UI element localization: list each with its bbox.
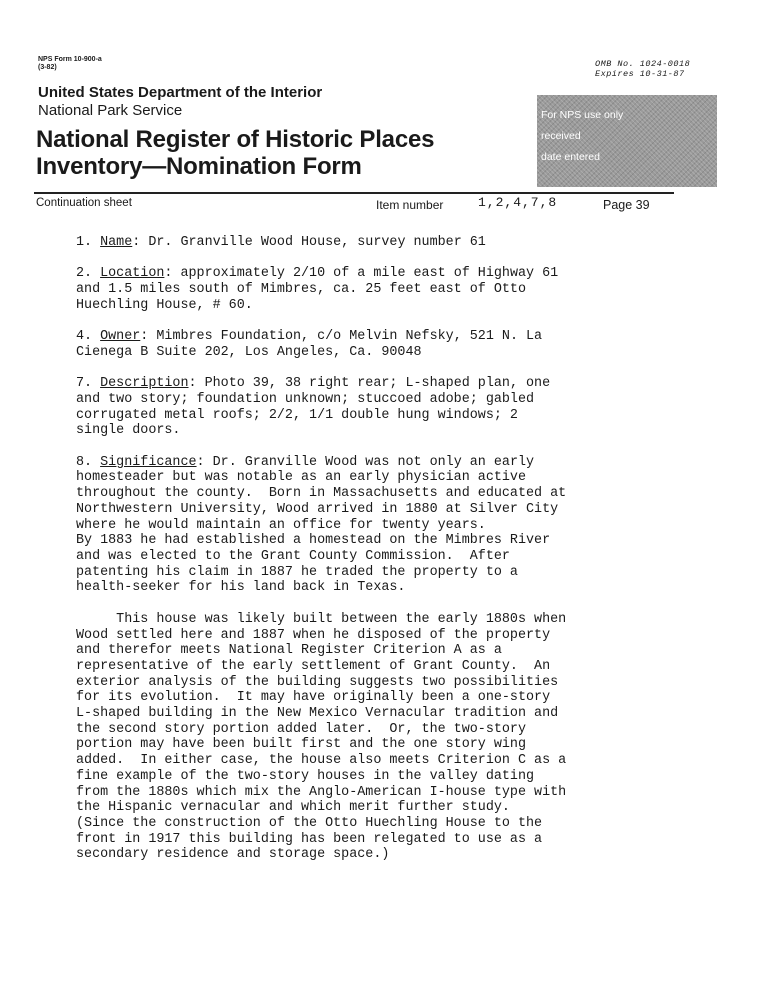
continuation-sheet-label: Continuation sheet bbox=[36, 197, 132, 209]
section-name bbox=[76, 235, 636, 251]
section-number: 7. bbox=[76, 376, 101, 392]
section-text: : approximately 2/10 of a mile east of Highway 61 and 1.5 miles south of Mimbres, ca. 25 feet east of Otto Huechling House, # 60. bbox=[76, 266, 559, 313]
omb-number bbox=[595, 59, 690, 79]
form-revision: (3-82) bbox=[38, 64, 57, 71]
omb-expiry: Expires 10-31-87 bbox=[595, 69, 685, 79]
section-heading: Owner bbox=[100, 329, 141, 345]
service-name: National Park Service bbox=[38, 102, 183, 119]
header-rule bbox=[34, 192, 674, 194]
nps-use-only-box bbox=[537, 95, 717, 187]
section-number: 8. bbox=[76, 454, 101, 470]
section-number: 2. bbox=[76, 266, 101, 282]
section-text: : Dr. Granville Wood House, survey number 61 bbox=[132, 235, 486, 250]
form-number: NPS Form 10-900-a bbox=[38, 56, 102, 63]
nps-use-only-label: For NPS use only bbox=[541, 109, 624, 121]
department-name: United States Department of the Interior bbox=[38, 84, 323, 101]
page-number: Page 39 bbox=[603, 198, 650, 212]
received-label: received bbox=[541, 130, 581, 142]
date-entered-label: date entered bbox=[541, 151, 600, 163]
section-text: : Dr. Granville Wood was not only an early homesteader but was notable as an early physician active throughout the county. Born in Massachusetts and educated at Northwestern University, Wood arrived in 1880 at Silver City where he would maintain an office for twenty years. By 1883 he had established a homestead on the Mimbres River and was elected to the Grant County Commission. After patenting his claim in 1887 he traded the property to a health-seeker for his land back in Texas. bbox=[76, 454, 567, 596]
section-heading: Name bbox=[100, 235, 133, 250]
section-location bbox=[76, 266, 636, 313]
form-subtitle: Inventory—Nomination Form bbox=[36, 153, 362, 180]
section-owner bbox=[76, 329, 636, 360]
section-heading: Significance bbox=[100, 454, 197, 470]
form-title: National Register of Historic Places bbox=[36, 126, 435, 153]
nomination-body bbox=[76, 235, 636, 879]
section-number: 1. bbox=[76, 235, 101, 250]
item-number-label: Item number bbox=[376, 198, 444, 212]
section-text: : Mimbres Foundation, c/o Melvin Nefsky, 521 N. La Cienega B Suite 202, Los Angeles, Ca. 90048 bbox=[76, 329, 543, 360]
section-heading: Location bbox=[100, 266, 165, 282]
significance-paragraph: This house was likely built between the early 1880s when Wood settled here and 1887 when he disposed of the property and therefor meets National Register Criterion A as a representative of the early settlement of Grant County. An exterior analysis of the building suggests two possibilities for its evolution. It may have originally been a one-story L-shaped building in the New Mexico Vernacular tradition and the second story portion added later. Or, the two-story portion may have been built first and the one story wing added. In either case, the house also meets Criterion C as a fine example of the two-story houses in the valley dating from the 1880s which mix the Anglo-American I-house type with the Hispanic vernacular and which merit further study. (Since the construction of the Otto Huechling House to the front in 1917 this building has been relegated to use as a secondary residence and storage space.) bbox=[76, 611, 567, 863]
section-significance bbox=[76, 455, 636, 596]
omb-approval: OMB No. 1024-0018 bbox=[595, 59, 691, 69]
section-text: : Photo 39, 38 right rear; L-shaped plan, one and two story; foundation unknown; stuccoed adobe; gabled corrugated metal roofs; 2/2, 1/1 double hung windows; 2 single doors. bbox=[76, 376, 551, 439]
section-heading: Description bbox=[100, 376, 189, 392]
section-number: 4. bbox=[76, 329, 101, 345]
item-number-value: 1,2,4,7,8 bbox=[478, 195, 558, 210]
form-code bbox=[38, 56, 102, 72]
section-description bbox=[76, 376, 636, 439]
